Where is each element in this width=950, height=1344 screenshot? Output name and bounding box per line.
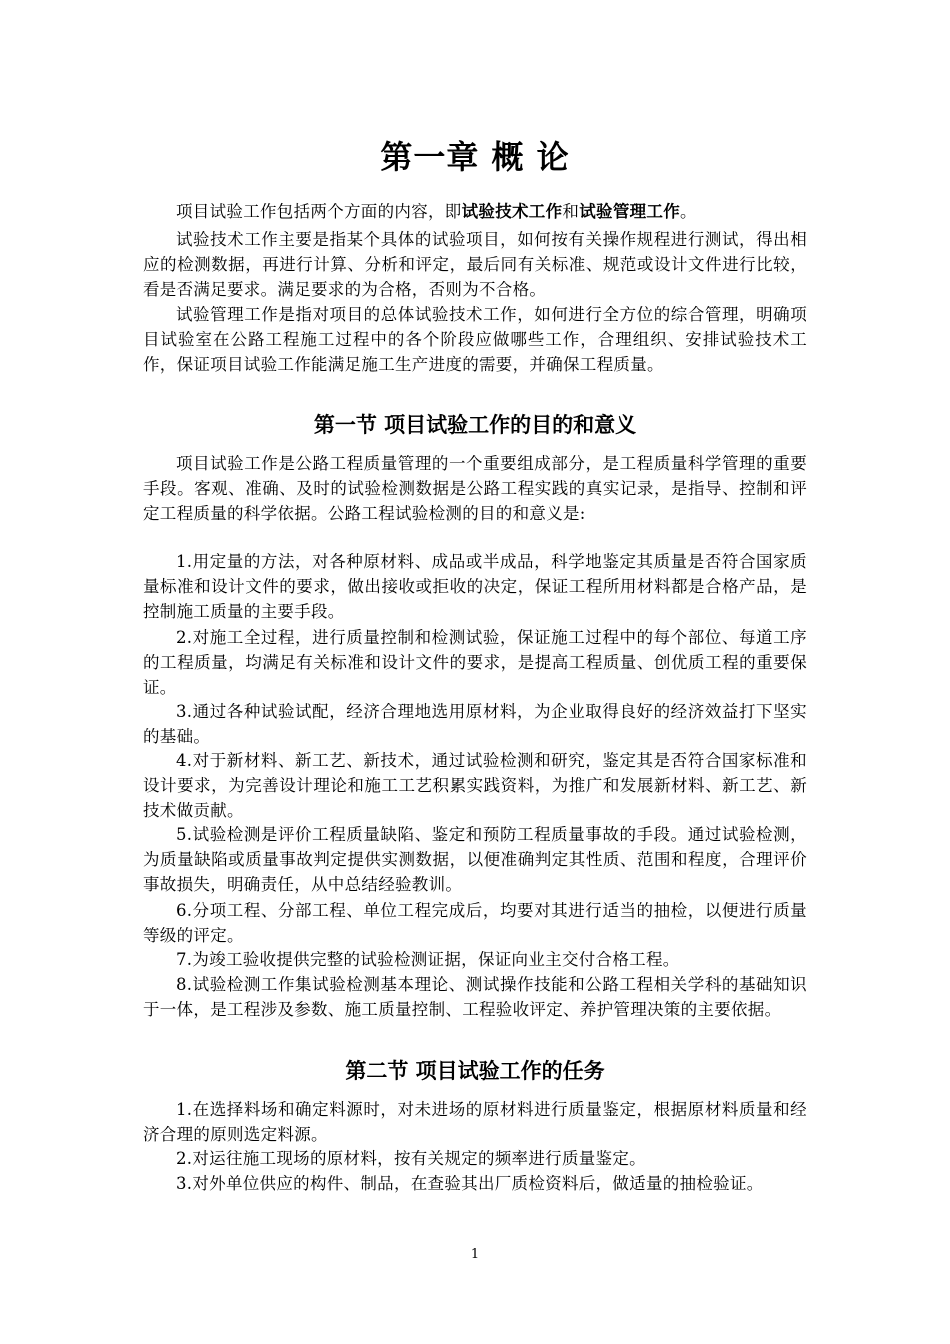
term-testing-technical-work: 试验技术工作 bbox=[461, 202, 563, 221]
section2-item-3: 3.对外单位供应的构件、制品，在查验其出厂质检资料后，做适量的抽检验证。 bbox=[176, 1174, 764, 1193]
term-testing-management-work: 试验管理工作 bbox=[579, 202, 681, 221]
section2-item-2: 2.对运往施工现场的原材料，按有关规定的频率进行质量鉴定。 bbox=[176, 1149, 646, 1168]
chapter-title: 第一章 概 论 bbox=[380, 138, 570, 176]
intro-suffix: 。 bbox=[680, 202, 697, 221]
section1-item-7: 7.为竣工验收提供完整的试验检测证据，保证向业主交付合格工程。 bbox=[176, 950, 680, 969]
section1-intro-paragraph: 项目试验工作是公路工程质量管理的一个重要组成部分，是工程质量科学管理的重要手段。客观、准确、及时的试验检测数据是公路工程实践的真实记录，是指导、控制和评定工程质量的科学依据。公路工程试验检测的目的和意义是: bbox=[143, 454, 807, 523]
management-work-paragraph: 试验管理工作是指对项目的总体试验技术工作，如何进行全方位的综合管理，明确项目试验室在公路工程施工过程中的各个阶段应做哪些工作，合理组织、安排试验技术工作，保证项目试验工作能满足施工生产进度的需要，并确保工程质量。 bbox=[143, 305, 807, 374]
section1-item-1: 1.用定量的方法，对各种原材料、成品或半成品，科学地鉴定其质量是否符合国家质量标准和设计文件的要求，做出接收或拒收的决定，保证工程所用材料都是合格产品，是控制施工质量的主要手段。 bbox=[143, 552, 807, 621]
section1-item-2: 2.对施工全过程，进行质量控制和检测试验，保证施工过程中的每个部位、每道工序的工程质量，均满足有关标准和设计文件的要求，是提高工程质量、创优质工程的重要保证。 bbox=[143, 628, 807, 697]
section1-item-4: 4.对于新材料、新工艺、新技术，通过试验检测和研究，鉴定其是否符合国家标准和设计要求，为完善设计理论和施工工艺积累实践资料，为推广和发展新材料、新工艺、新技术做贡献。 bbox=[143, 751, 807, 820]
section1-title: 第一节 项目试验工作的目的和意义 bbox=[313, 413, 637, 437]
section1-item-5: 5.试验检测是评价工程质量缺陷、鉴定和预防工程质量事故的手段。通过试验检测，为质量缺陷或质量事故判定提供实测数据，以便准确判定其性质、范围和程度，合理评价事故损失，明确责任，从中总结经验教训。 bbox=[143, 825, 807, 894]
page-number: 1 bbox=[470, 1247, 480, 1262]
intro-mid: 和 bbox=[562, 202, 580, 221]
section2-item-1: 1.在选择料场和确定料源时，对未进场的原材料进行质量鉴定，根据原材料质量和经济合理的原则选定料源。 bbox=[143, 1100, 807, 1144]
section1-item-8: 8.试验检测工作集试验检测基本理论、测试操作技能和公路工程相关学科的基础知识于一体，是工程涉及参数、施工质量控制、工程验收评定、养护管理决策的主要依据。 bbox=[143, 975, 807, 1019]
section1-item-6: 6.分项工程、分部工程、单位工程完成后，均要对其进行适当的抽检，以便进行质量等级的评定。 bbox=[143, 901, 807, 945]
intro-prefix: 项目试验工作包括两个方面的内容，即 bbox=[176, 202, 462, 221]
technical-work-paragraph: 试验技术工作主要是指某个具体的试验项目，如何按有关操作规程进行测试，得出相应的检测数据，再进行计算、分析和评定，最后同有关标准、规范或设计文件进行比较，看是否满足要求。满足要求的为合格，否则为不合格。 bbox=[143, 230, 807, 299]
section2-title: 第二节 项目试验工作的任务 bbox=[345, 1059, 605, 1083]
chapter-intro-paragraph bbox=[143, 199, 807, 224]
section1-item-3: 3.通过各种试验试配，经济合理地选用原材料，为企业取得良好的经济效益打下坚实的基础。 bbox=[143, 702, 807, 746]
